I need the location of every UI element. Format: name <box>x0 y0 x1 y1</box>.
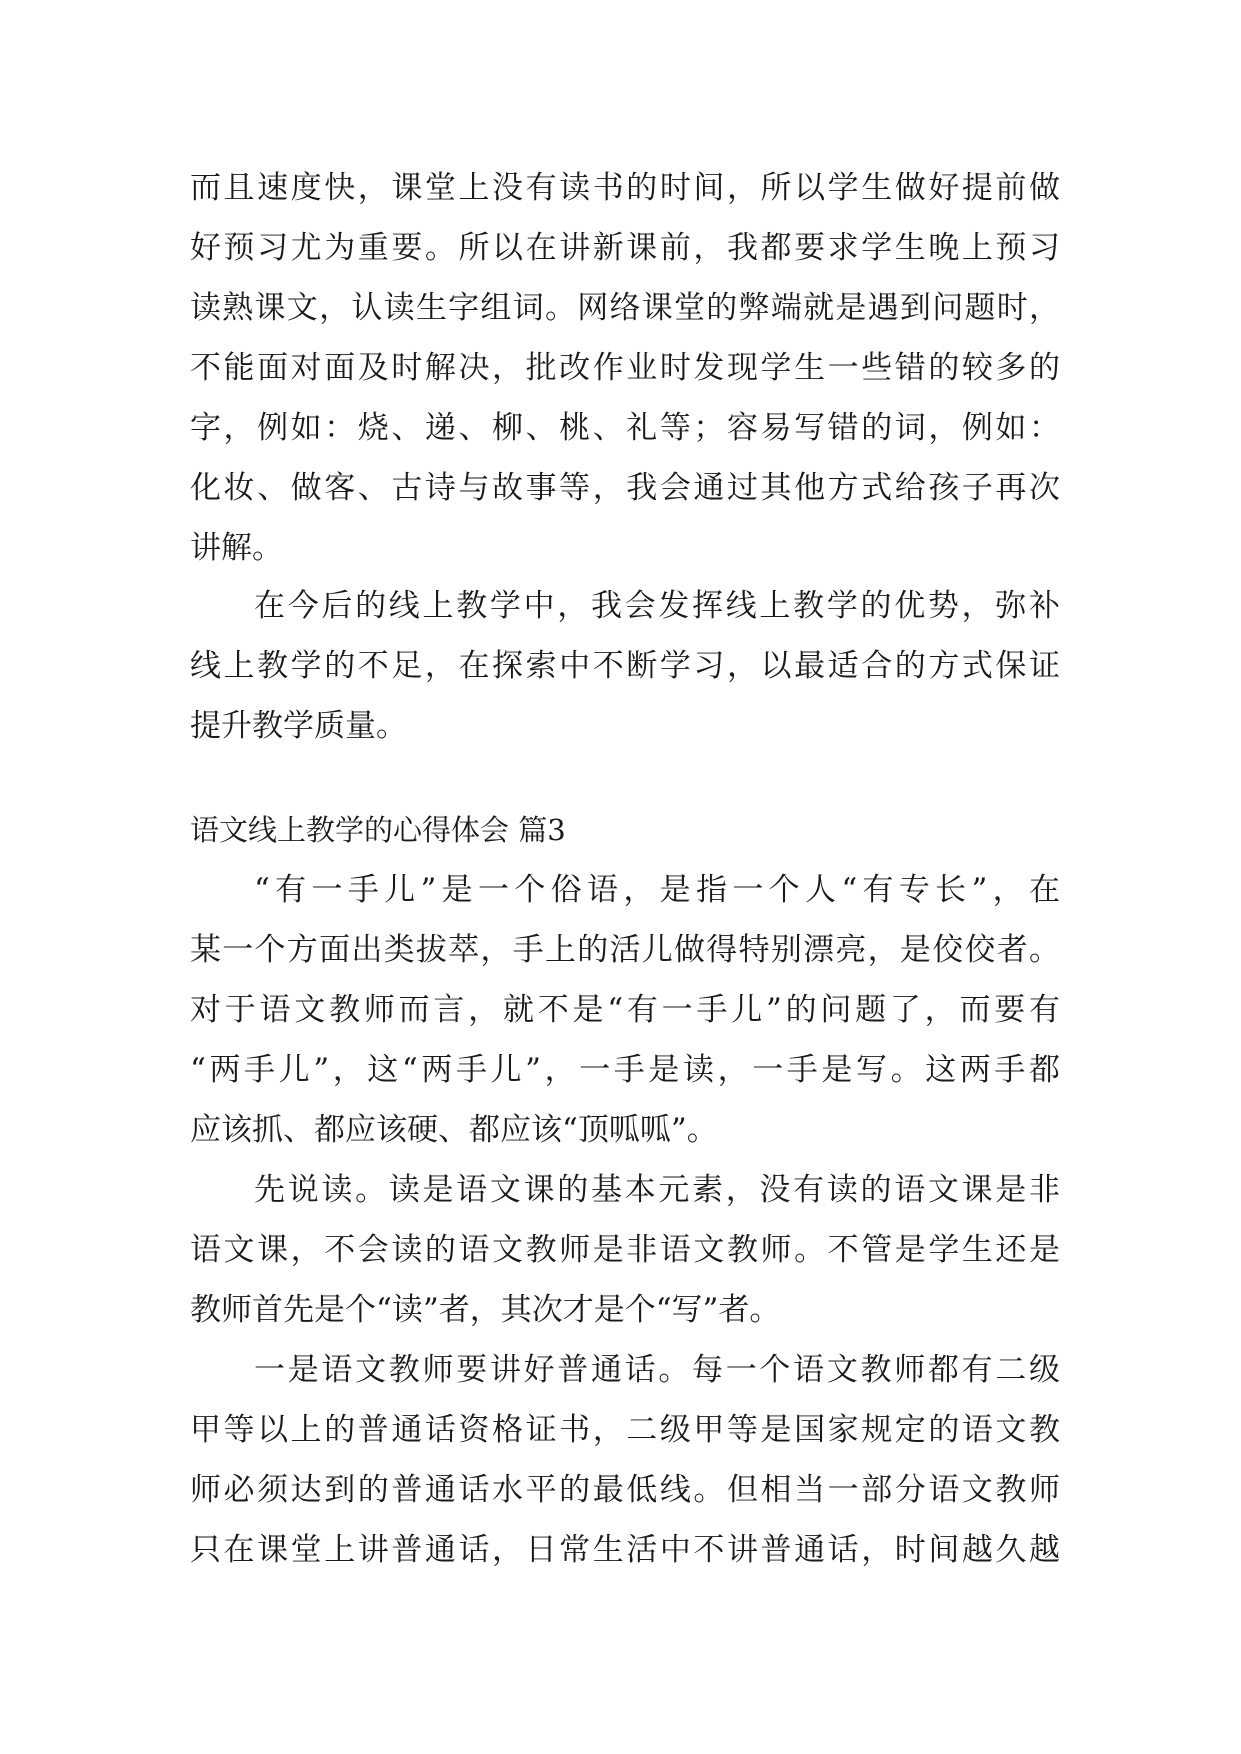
text-line: 甲等以上的普通话资格证书，二级甲等是国家规定的语文教 <box>190 1412 1060 1448</box>
paragraph-5 <box>190 1340 1060 1580</box>
paragraph-1 <box>190 158 1060 578</box>
text-line: 应该抓、都应该硬、都应该“顶呱呱”。 <box>190 1112 718 1148</box>
text-line: “两手儿”，这“两手儿”，一手是读，一手是写。这两手都 <box>190 1052 1060 1088</box>
text-line: 化妆、做客、古诗与故事等，我会通过其他方式给孩子再次 <box>190 470 1060 506</box>
text-line: 师必须达到的普通话水平的最低线。但相当一部分语文教师 <box>190 1472 1060 1508</box>
text-line: 读熟课文，认读生字组词。网络课堂的弊端就是遇到问题时， <box>190 290 1060 326</box>
text-line: 而且速度快，课堂上没有读书的时间，所以学生做好提前做 <box>190 170 1060 206</box>
text-line: 对于语文教师而言，就不是“有一手儿”的问题了，而要有 <box>190 992 1060 1028</box>
text-line: “有一手儿”是一个俗语，是指一个人“有专长”，在 <box>254 872 1060 908</box>
text-line: 不能面对面及时解决，批改作业时发现学生一些错的较多的 <box>190 350 1060 386</box>
text-line: 线上教学的不足，在探索中不断学习，以最适合的方式保证 <box>190 648 1060 684</box>
text-line: 教师首先是个“读”者，其次才是个“写”者。 <box>190 1292 781 1328</box>
text-line: 讲解。 <box>190 530 283 566</box>
paragraph-3 <box>190 860 1060 1160</box>
text-line: 在今后的线上教学中，我会发挥线上教学的优势，弥补 <box>254 588 1060 624</box>
text-line: 字，例如：烧、递、柳、桃、礼等；容易写错的词，例如： <box>190 410 1060 446</box>
text-line: 好预习尤为重要。所以在讲新课前，我都要求学生晚上预习 <box>190 230 1060 266</box>
text-line: 先说读。读是语文课的基本元素，没有读的语文课是非 <box>254 1172 1060 1208</box>
text-line: 某一个方面出类拔萃，手上的活儿做得特别漂亮，是佼佼者。 <box>190 932 1060 968</box>
text-line: 一是语文教师要讲好普通话。每一个语文教师都有二级 <box>254 1352 1060 1388</box>
section-heading: 语文线上教学的心得体会 篇3 <box>190 813 566 847</box>
paragraph-4 <box>190 1160 1060 1340</box>
section-heading-block <box>190 800 1060 860</box>
text-line: 只在课堂上讲普通话，日常生活中不讲普通话，时间越久越 <box>190 1532 1060 1568</box>
text-line: 语文课，不会读的语文教师是非语文教师。不管是学生还是 <box>190 1232 1060 1268</box>
text-line: 提升教学质量。 <box>190 708 407 744</box>
paragraph-2 <box>190 576 1060 756</box>
